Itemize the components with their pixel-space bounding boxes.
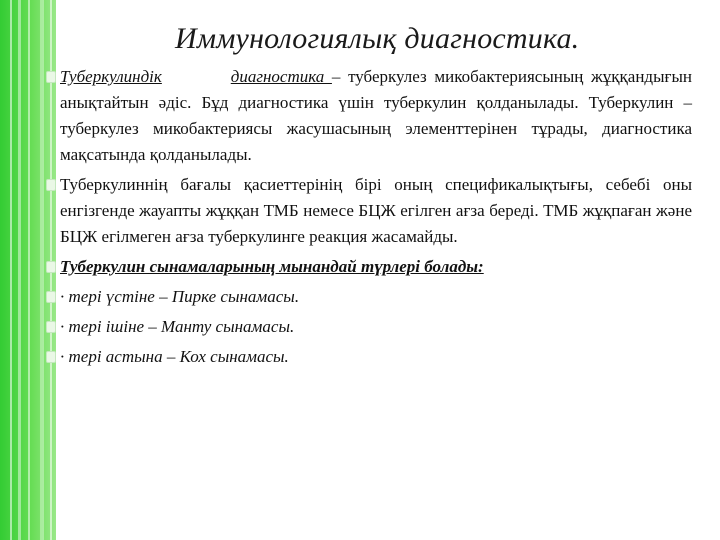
list-item bbox=[60, 314, 692, 340]
decorative-stripe bbox=[40, 0, 44, 540]
bullet-icon bbox=[46, 261, 56, 273]
bullet-icon bbox=[46, 321, 56, 333]
slide-title: Иммунологиялық диагностика. bbox=[175, 22, 580, 55]
term-diagnostics: диагностика bbox=[230, 67, 332, 86]
paragraph-tuberculin-diagnostics bbox=[60, 64, 692, 168]
bullet-icon bbox=[46, 351, 56, 363]
bullet-icon bbox=[46, 291, 56, 303]
term-tuberculin: Туберкулиндік bbox=[60, 67, 162, 86]
list-item bbox=[60, 344, 692, 370]
paragraph-text: Туберкулиннің бағалы қасиеттерінің бірі оның спецификалықтығы, себебі оны енгізгенде жауапты жұққан ТМБ немесе БЦЖ егілген ағза береді. ТМБ жұқпаған және БЦЖ егілмеген ағза туберкулинге реакция жасамайды. bbox=[60, 175, 692, 246]
bullet-icon bbox=[46, 179, 56, 191]
paragraph-specificity bbox=[60, 172, 692, 250]
bullet-icon bbox=[46, 71, 56, 83]
slide-content bbox=[60, 64, 692, 374]
list-item-text: · тері үстіне – Пирке сынамасы. bbox=[60, 287, 300, 306]
decorative-stripe bbox=[18, 0, 21, 540]
test-types-heading: Туберкулин сынамаларының мынандай түрлері болады: bbox=[60, 257, 484, 276]
list-item-text: · тері астына – Кох сынамасы. bbox=[60, 347, 289, 366]
paragraph-test-types-heading bbox=[60, 254, 692, 280]
decorative-stripe bbox=[10, 0, 12, 540]
decorative-stripe bbox=[28, 0, 30, 540]
list-item-text: · тері ішіне – Манту сынамасы. bbox=[60, 317, 295, 336]
paragraph-text: – туберкулез микобактериясының жұққандығын анықтайтын әдіс. Бұд диагностика үшін туберкулин қолданылады. Туберкулин – туберкулез микобактериясы жасушасының элементтерінен тұрады, диагностика мақсатында қолданылады. bbox=[60, 67, 692, 164]
list-item bbox=[60, 284, 692, 310]
